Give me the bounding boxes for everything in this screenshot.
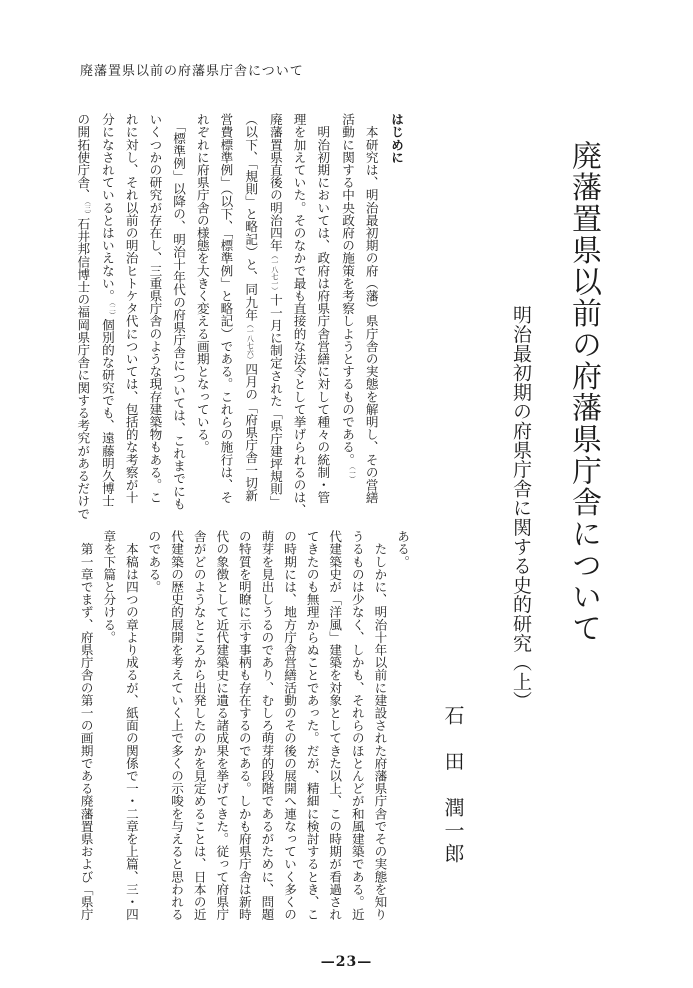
text-column [94,113,119,525]
text-column [214,113,238,525]
article-subtitle: 明治最初期の府県庁舎に関する史的研究（上） [510,305,532,711]
author-name: 石 田 潤一郎 [441,705,465,866]
text-run: 理を加えていた。そのなかで最も直接的な法令として挙げられるのは、 [291,113,307,517]
footnote-marker: （三） [83,201,92,218]
section-heading: はじめに [389,113,404,164]
text-run: 明治初期においては、政府は府県庁舎営繕に対して種々の統制・管 [315,113,331,504]
text-column: のである。 [146,530,162,593]
text-run: の開拓使庁舎、 [75,113,91,202]
text-column: 萌芽を見出しうるのであり、むしろ萌芽的段階であるがために、問題 [259,530,275,921]
text-run: 営費標準例」（以下、「標準例」と略記）である。これらの施行は、そ [218,113,234,504]
text-run: 十一月に制定された「県庁建坪規則」 [267,293,283,508]
text-column: 本稿は四つの章より成るが、紙面の関係で一・二章を上篇、三・四 [123,530,139,921]
text-run: れに対し、それ以前の明治ヒトケタ代については、包括的な考察が十 [123,113,139,504]
text-column: 代建築史が「洋風」建築を対象としてきた以上、この時期が看過され [327,530,343,921]
text-column: の特質を明瞭に示す事柄も存在するのである。しかも府県庁舎は新時 [236,530,252,921]
text-column: 章を下篇と分ける。 [101,530,117,644]
text-run: 「標準例」以降の、明治十年代の府県庁舎については、これまでにも [171,113,187,510]
text-column: の時期には、地方庁舎営繕活動のその後の展開へ連なっていく多くの [282,530,298,921]
text-column [143,113,167,525]
text-run: 活動に関する中央政府の施策を考察しようとするものである。 [340,113,355,466]
text-column: ある。 [395,530,410,568]
text-run: 個別的な研究でも、遠藤明久博士 [99,318,115,508]
text-column [190,113,214,525]
text-run: 四月の「府県庁舎一切新 [243,362,259,502]
body-text-lower [73,530,413,942]
text-run: れぞれに府県庁舎の様態を大きく変える画期となっている。 [194,113,210,454]
text-column: うるものは少なく、しかも、それらのほとんどが和風建築である。近 [349,530,365,921]
text-run: 本研究は、明治最初期の府（藩）県庁舎の実態を解明し、その営繕 [363,113,379,504]
text-column [334,113,359,525]
article-title: 廃藩置県以前の府藩県庁舎について [566,140,601,644]
text-column [119,113,143,525]
text-run: （以下、「規則」と略記）と、同九年 [243,113,259,321]
text-column: 代の象徴として近代建築史に遺る諸成果を挙げてきた。従って府県庁 [214,530,230,921]
text-column [311,113,335,525]
text-column [287,113,311,525]
text-column: 代建築の歴史的展開を考えていく上で多くの示唆を与えると思われる [169,530,185,921]
footnote-marker: （一） [348,465,356,483]
year-annotation: （一八七六） [246,320,255,363]
text-column: 第一章でまず、府県庁舎の第一の画期である廃藩置県および「県庁 [78,530,94,921]
running-header: 廃藩置県以前の府藩県庁舎について [80,64,304,79]
text-column [262,113,287,525]
body-text-upper [69,113,409,525]
text-column [359,113,383,525]
page-number: —23— [320,954,373,970]
text-column [166,113,190,525]
text-column [70,113,95,525]
text-run: 分になされているとはいえない。 [99,113,115,302]
text-run: 石井邦信博士の福岡県庁舎に関する考究があるだけで [75,217,91,520]
text-column [237,113,262,525]
text-column: 舎がどのようなところから出発したのかを見定めることは、日本の近 [191,530,207,921]
text-column: てきたのも無理からぬことであった。だが、精細に検討するとき、こ [304,530,320,921]
text-column: たしかに、明治十年以前に建設された府藩県庁舎でその実態を知り [372,530,388,921]
text-run: 廃藩置県直後の明治四年 [267,113,283,252]
footnote-marker: （二） [107,302,116,319]
text-run: いくつかの研究が存在し、三重県庁舎のような現存建築物もある。こ [147,113,163,504]
year-annotation: （一八七一） [270,251,279,294]
